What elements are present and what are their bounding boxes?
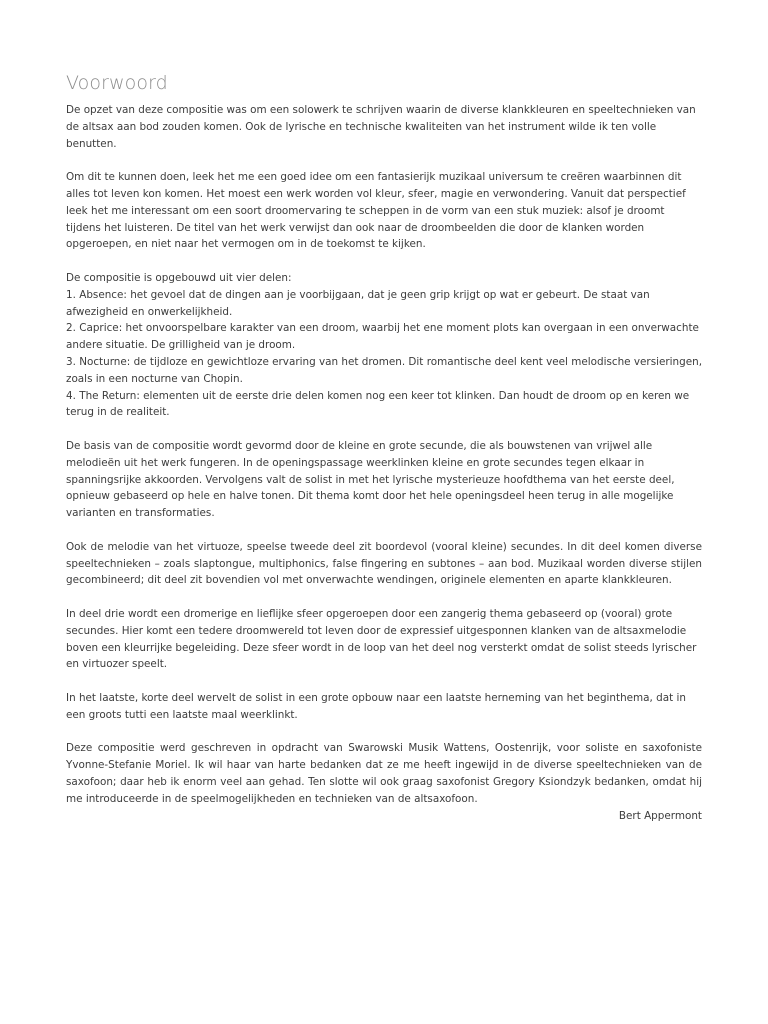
body-paragraph-last-part: In het laatste, korte deel wervelt de solist in een grote opbouw naar een laatste herneming van het beginthema, dat in een groots tutti een laatste maal weerklinkt.: [66, 691, 686, 721]
intro-paragraph-2: Om dit te kunnen doen, leek het me een goed idee om een fantasierijk muzikaal universum te creëren waarbinnen dit alles tot leven kon komen. Het moest een werk worden vol kleur, sfeer, magie en verwondering. Vanuit dat perspectief leek het me interessant om een soort droomervaring te scheppen in de vorm van een stuk muziek: alsof je droomt tijdens het luisteren. De titel van het werk verwijst dan ook naar de droombeelden die door de klanken worden opgeroepen, en niet naar het vermogen om in de toekomst te kijken.: [66, 171, 686, 251]
structure-item-absence: 1. Absence: het gevoel dat de dingen aan je voorbijgaan, dat je geen grip krijgt op wat er gebeurt. De staat van afwezigheid en onwerkelijkheid.: [66, 288, 650, 318]
page-title: Voorwoord: [66, 72, 168, 94]
document-page: [66, 72, 702, 824]
structure-item-return: 4. The Return: elementen uit de eerste drie delen komen nog een keer tot klinken. Dan houdt de droom op en keren we terug in de realiteit.: [66, 389, 690, 419]
structure-item-nocturne: 3. Nocturne: de tijdloze en gewichtloze ervaring van het dromen. Dit romantische deel kent veel melodische versieringen, zoals in een nocturne van Chopin.: [66, 355, 703, 385]
author-signature: Bert Appermont: [618, 810, 702, 822]
structure-item-caprice: 2. Caprice: het onvoorspelbare karakter van een droom, waarbij het ene moment plots kan overgaan in een onverwachte andere situatie. De grilligheid van je droom.: [66, 322, 699, 352]
structure-list: [66, 270, 702, 421]
body-paragraph-second-part: Ook de melodie van het virtuoze, speelse tweede deel zit boordevol (vooral kleine) secundes. In dit deel komen diverse speeltechnieken – zoals slaptongue, multiphonics, false fingering en subtones – aan bod. Muzikaal worden diverse stijlen gecombineerd; dit deel zit bovendien vol met onverwachte wendingen, originele elementen en aparte klankkleuren.: [66, 540, 702, 587]
structure-intro: De compositie is opgebouwd uit vier delen:: [66, 271, 292, 284]
intro-paragraph-1: De opzet van deze compositie was om een solowerk te schrijven waarin de diverse klankkleuren en speeltechnieken van de altsax aan bod zouden komen. Ook de lyrische en technische kwaliteiten van het instrument wilde ik ten volle benutten.: [66, 104, 696, 150]
body-paragraph-third-part: In deel drie wordt een dromerige en lieflijke sfeer opgeroepen door een zangerig thema gebaseerd op (vooral) grote secundes. Hier komt een tedere droomwereld tot leven door de expressief uitgesponnen klanken van de altsaxmelodie boven een kleurrijke begeleiding. Deze sfeer wordt in de loop van het deel nog versterkt omdat de solist steeds lyrischer en virtuozer speelt.: [66, 607, 697, 671]
body-paragraph-acknowledgement: Deze compositie werd geschreven in opdracht van Swarowski Musik Wattens, Oostenrijk, voor soliste en saxofoniste Yvonne-Stefanie Moriel. Ik wil haar van harte bedanken dat ze me heeft ingewijd in de diverse speeltechnieken van de saxofoon; daar heb ik enorm veel aan gehad. Ten slotte wil ook graag saxofonist Gregory Ksiondzyk bedanken, omdat hij me introduceerde in de speelmogelijkheden en technieken van de altsaxofoon.: [66, 742, 702, 805]
body-paragraph-basis: De basis van de compositie wordt gevormd door de kleine en grote secunde, die als bouwstenen van vrijwel alle melodieën uit het werk fungeren. In de openingspassage weerklinken kleine en grote secundes tegen elkaar in spanningsrijke akkoorden. Vervolgens valt de solist in met het lyrische mysterieuze hoofdthema van het eerste deel, opnieuw gebaseerd op hele en halve tonen. Dit thema komt door het hele openingsdeel heen terug in alle mogelijke varianten en transformaties.: [66, 439, 675, 520]
